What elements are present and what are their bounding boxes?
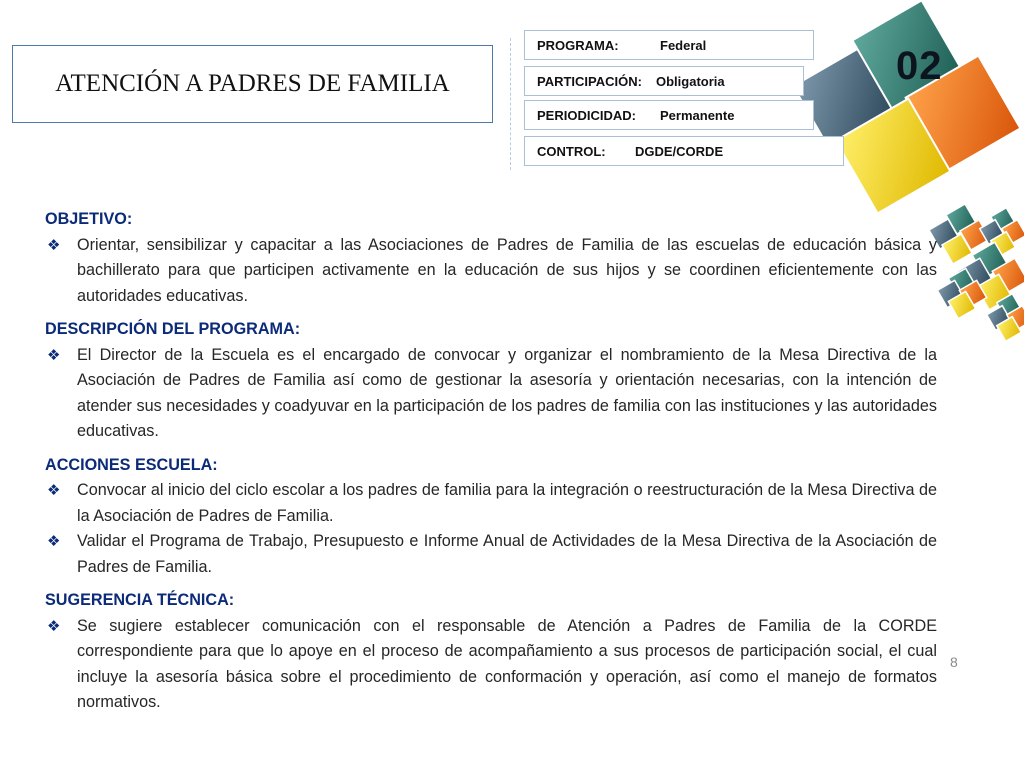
info-participacion [524,66,804,96]
item-text: El Director de la Escuela es el encargado de convocar y organizar el nombramiento de la Mesa Directiva de la Asociación de Padres de Familia así como de gestionar la asesoría y orientación necesarias, con la intención de atender sus necesidades y coadyuvar en la participación de los padres de familia con las instituciones y las autoridades educativas. [77,345,937,440]
item-text: Validar el Programa de Trabajo, Presupuesto e Informe Anual de Actividades de la Mesa Directiva de la Asociación de Padres de Familia. [77,532,937,576]
section-acciones [45,453,937,581]
list-item [45,614,937,716]
info-periodicidad [524,100,814,130]
info-control [524,136,844,166]
dashed-divider [510,38,511,170]
item-text: Se sugiere establecer comunicación con el responsable de Atención a Padres de Familia de la CORDE correspondiente para que lo apoye en el proceso de acompañamiento a sus procesos de participación social, el cual incluye la asesoría básica sobre el procedimiento de conformación y operación, así como el manejo de formatos normativos. [77,616,937,711]
section-sugerencia [45,588,937,716]
section-descripcion [45,317,937,445]
section-title: DESCRIPCIÓN DEL PROGRAMA: [45,320,301,338]
diamond-bullet-icon: ❖ [47,533,61,550]
list-item [45,529,937,580]
section-title: OBJETIVO: [45,210,133,228]
diamond-bullet-icon: ❖ [47,482,61,499]
section-title: ACCIONES ESCUELA: [45,455,218,474]
periodicidad-value: Permanente [660,107,735,123]
section-objetivo [45,207,937,309]
control-label: CONTROL: [537,143,606,159]
item-text: Orientar, sensibilizar y capacitar a las Asociaciones de Padres de Familia de las escuelas de educación básica y bachillerato para que participen activamente en la educación de sus hijos y se coordinen eficientemente con las autoridades educativas. [77,235,937,305]
list-item [45,478,937,529]
programa-value: Federal [660,37,707,53]
main-content [45,207,937,724]
programa-label: PROGRAMA: [537,37,619,53]
info-programa [524,30,814,60]
participacion-value: Obligatoria [656,73,725,89]
diamond-bullet-icon: ❖ [47,236,61,254]
list-item [45,343,937,445]
periodicidad-label: PERIODICIDAD: [537,107,636,123]
large-square-cluster [793,0,1020,213]
section-title: SUGERENCIA TÉCNICA: [45,591,235,609]
diamond-bullet-icon: ❖ [47,346,61,364]
list-item [45,233,937,310]
item-text: Convocar al inicio del ciclo escolar a los padres de familia para la integración o reestructuración de la Mesa Directiva de la Asociación de Padres de Familia. [77,481,937,525]
diamond-bullet-icon: ❖ [47,617,61,635]
participacion-label: PARTICIPACIÓN: [537,73,642,89]
control-value: DGDE/CORDE [635,143,724,159]
page-number: 8 [950,654,958,670]
section-number-badge: 02 [896,44,943,88]
page-title: ATENCIÓN A PADRES DE FAMILIA [12,45,493,123]
